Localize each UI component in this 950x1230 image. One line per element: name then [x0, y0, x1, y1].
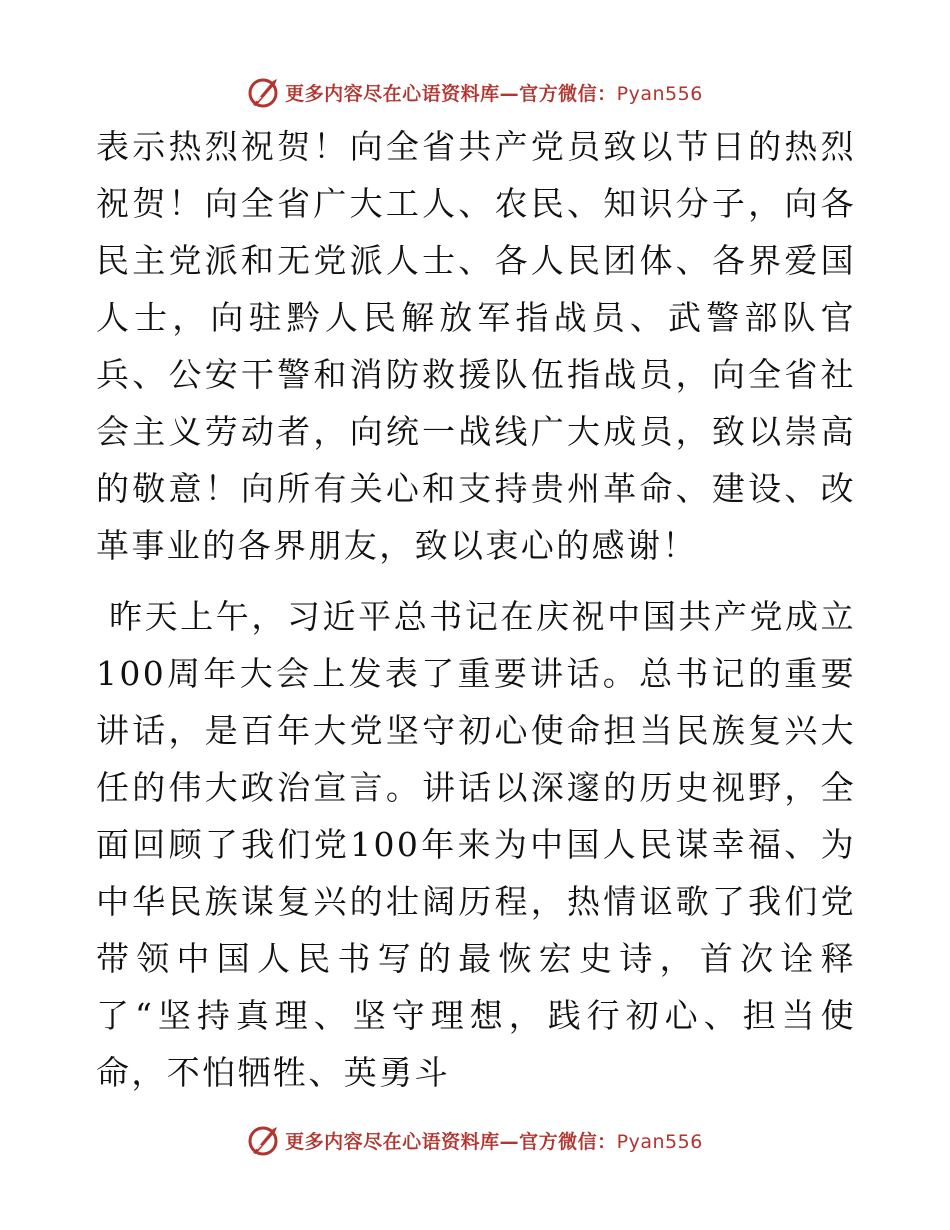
header-banner [0, 72, 950, 112]
footer-banner-label: 更多内容尽在心语资料库—官方微信： [285, 1130, 617, 1153]
header-banner-account: Pyan556 [616, 82, 703, 105]
document-body [96, 118, 856, 1101]
quill-logo-icon [247, 1123, 281, 1157]
body-paragraph-2: 昨天上午，习近平总书记在庆祝中国共产党成立100周年大会上发表了重要讲话。总书记的重要讲话，是百年大党坚守初心使命担当民族复兴大任的伟大政治宣言。讲话以深邃的历史视野，全面回顾了我们党100年来为中国人民谋幸福、为中华民族谋复兴的壮阔历程，热情讴歌了我们党带领中国人民书写的最恢宏史诗，首次诠释了“坚持真理、坚守理想，践行初心、担当使命，不怕牺牲、英勇斗 [96, 597, 857, 1092]
footer-banner-account: Pyan556 [616, 1130, 703, 1153]
footer-banner-text [285, 1127, 703, 1154]
header-banner-text [285, 79, 703, 106]
footer-banner [0, 1120, 950, 1160]
quill-logo-icon [247, 75, 281, 109]
body-paragraph-1: 表示热烈祝贺！向全省共产党员致以节日的热烈祝贺！向全省广大工人、农民、知识分子，向各民主党派和无党派人士、各人民团体、各界爱国人士，向驻黔人民解放军指战员、武警部队官兵、公安干警和消防救援队伍指战员，向全省社会主义劳动者，向统一战线广大成员，致以崇高的敬意！向所有关心和支持贵州革命、建设、改革事业的各界朋友，致以衷心的感谢！ [96, 127, 856, 565]
header-banner-label: 更多内容尽在心语资料库—官方微信： [285, 82, 617, 105]
